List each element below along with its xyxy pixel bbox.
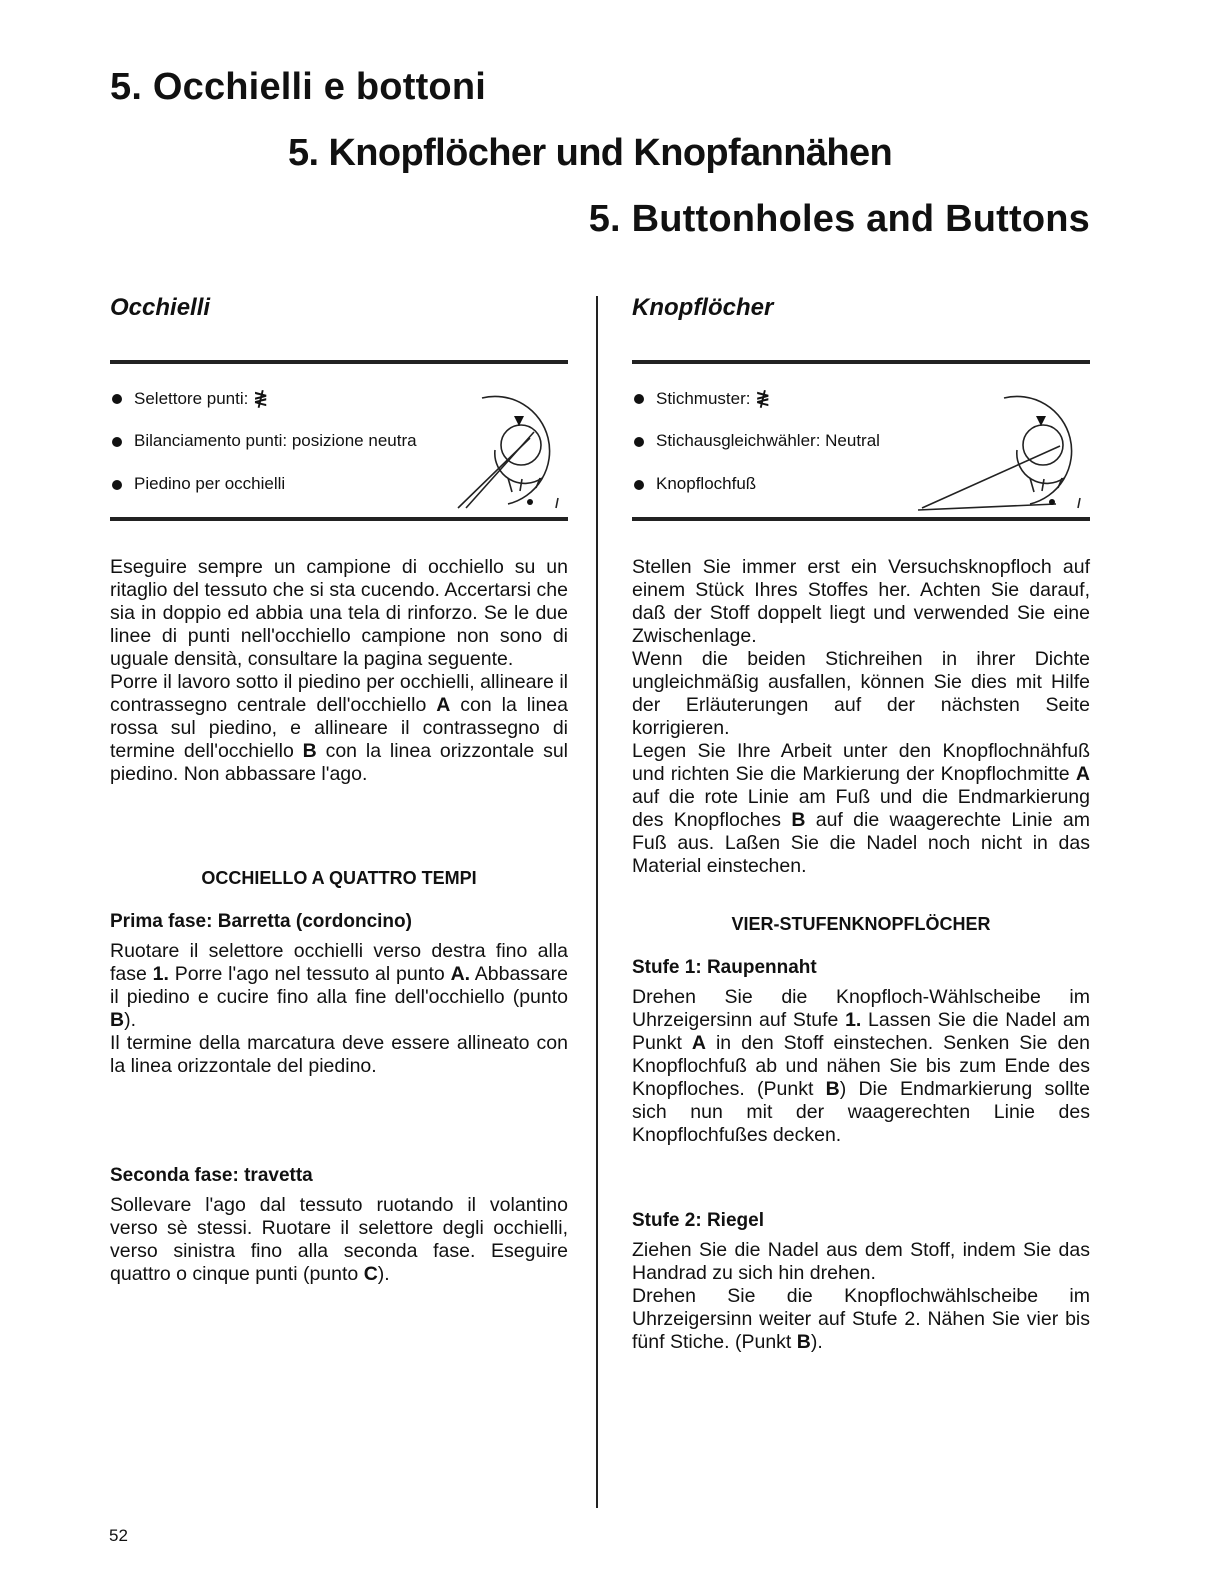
- intro-text-1: Eseguire sempre un campione di occhiello su un ritaglio del tessuto che si sta cucendo. Accertarsi che sia in doppio ed abbia una tela di rinforzo. Se le due linee di punti nell'occhiello campione non sono di uguale densità, consultare la pagina seguente.: [110, 556, 568, 670]
- intro-text-1: Stellen Sie immer erst ein Versuchsknopfloch auf einem Stück Ihres Stoffes her. Achten Sie darauf, daß der Stoff doppelt liegt und verwended Sie eine Zwischenlage.: [632, 556, 1090, 647]
- point-a-label: A: [1075, 763, 1090, 785]
- settings-rule-bottom: [632, 517, 1090, 521]
- step2-title: Stufe 2: Riegel: [632, 1210, 764, 1231]
- setting-label: Stichmuster:: [656, 389, 751, 408]
- step1-text-part: Ruotare il selettore occhielli verso destra fino alla fase: [110, 940, 568, 985]
- step2-text: [110, 1194, 568, 1286]
- balance-dial-icon: [632, 358, 1092, 522]
- step1-text-part: in den Stoff einstechen. Senken Sie den Knopflochfuß ab und nähen Sie bis zum Ende des Knopfloches. (Punkt: [632, 1032, 1090, 1100]
- point-a-label: A.: [450, 963, 471, 985]
- step-number: 1.: [152, 963, 169, 985]
- intro-text-4: auf die rote Linie am Fuß und die Endmarkierung des Knopfloches: [632, 786, 1090, 831]
- column-italian: [110, 290, 568, 1286]
- intro-text-5: auf die waagerechte Linie am Fuß aus. Laßen Sie die Nadel noch nicht in das Material einstechen.: [632, 809, 1090, 877]
- settings-box-german: [632, 358, 1090, 522]
- step2-text-part: Ziehen Sie die Nadel aus dem Stoff, indem Sie das Handrad zu sich hin drehen.: [632, 1239, 1090, 1284]
- point-b-label: B: [796, 1331, 811, 1353]
- column-divider: [596, 296, 598, 1508]
- step2-text: [632, 1239, 1090, 1354]
- step1-title: Stufe 1: Raupennaht: [632, 957, 817, 978]
- step1-text: [110, 940, 568, 1078]
- section-heading-occhielli: Occhielli: [110, 294, 211, 321]
- setting-label: Stichausgleichwähler: Neutral: [656, 431, 880, 450]
- stitch-symbol-icon: ≹: [253, 388, 269, 408]
- settings-box-italian: [110, 358, 568, 522]
- step2-title: Seconda fase: travetta: [110, 1165, 313, 1186]
- step1-text-part: Abbassare il piedino e cucire fino alla fine dell'occhiello (punto: [110, 963, 568, 1008]
- stitch-symbol-icon: ≹: [755, 388, 771, 408]
- point-a-label: A: [436, 694, 451, 716]
- setting-label: Selettore punti:: [134, 389, 249, 408]
- step1-text-part: Il termine della marcatura deve essere allineato con la linea orizzontale del piedino.: [110, 1032, 568, 1077]
- intro-paragraph: [632, 556, 1090, 878]
- section-heading-knopfloecher: Knopflöcher: [632, 294, 774, 321]
- intro-text-3: con la linea rossa sul piedino, e allineare il contrassegno di termine dell'occhiello: [110, 694, 568, 762]
- settings-rule-bottom: [110, 517, 568, 521]
- point-b-label: B: [791, 809, 806, 831]
- balance-dial-icon: [110, 358, 570, 522]
- setting-label: Bilanciamento punti: posizione neutra: [134, 431, 417, 450]
- step2-text-part: ).: [377, 1263, 390, 1285]
- step2-text-part: ).: [810, 1331, 823, 1353]
- four-step-title: VIER-STUFENKNOPFLÖCHER: [731, 914, 991, 934]
- point-a-label: A: [691, 1032, 706, 1054]
- column-german: [632, 290, 1090, 1354]
- point-b-label: B: [825, 1078, 840, 1100]
- intro-paragraph: [110, 556, 568, 786]
- step1-text-part: ).: [124, 1009, 137, 1031]
- step2-text-part: Sollevare l'ago dal tessuto ruotando il volantino verso sè stessi. Ruotare il selettore degli occhielli, verso sinistra fino alla seconda fase. Eseguire quattro o cinque punti (punto: [110, 1194, 568, 1285]
- title-english: 5. Buttonholes and Buttons: [588, 198, 1090, 240]
- intro-text-3: Legen Sie Ihre Arbeit unter den Knopflochnähfuß und richten Sie die Markierung der Knopflochmitte: [632, 740, 1090, 785]
- point-b-label: B: [110, 1009, 125, 1031]
- page-number: 52: [109, 1526, 128, 1545]
- intro-text-4: con la linea orizzontale sul piedino. Non abbassare l'ago.: [110, 740, 568, 785]
- step2-text-part: Drehen Sie die Knopflochwählscheibe im Uhrzeigersinn weiter auf Stufe 2. Nähen Sie vier bis fünf Stiche. (Punkt: [632, 1285, 1090, 1353]
- title-italian: 5. Occhielli e bottoni: [110, 66, 487, 108]
- four-step-title: OCCHIELLO A QUATTRO TEMPI: [201, 868, 477, 888]
- step1-title: Prima fase: Barretta (cordoncino): [110, 911, 412, 932]
- point-c-label: C: [363, 1263, 378, 1285]
- step1-text-part: Drehen Sie die Knopfloch-Wählscheibe im Uhrzeigersinn auf Stufe: [632, 986, 1090, 1031]
- step1-text-part: Porre l'ago nel tessuto al punto: [168, 963, 451, 985]
- step1-text-part: Lassen Sie die Nadel am Punkt: [632, 1009, 1091, 1054]
- setting-label: Knopflochfuß: [656, 474, 757, 493]
- step-number: 1.: [845, 1009, 862, 1031]
- setting-label: Piedino per occhielli: [134, 474, 286, 493]
- intro-text-2: Wenn die beiden Stichreihen in ihrer Dichte ungleichmäßig ausfallen, können Sie dies mit Hilfe der Erläuterungen auf der nächsten Seite korrigieren.: [632, 648, 1090, 739]
- title-german: 5. Knopflöcher und Knopfannähen: [288, 132, 893, 174]
- point-b-label: B: [302, 740, 317, 762]
- step1-text: [632, 986, 1090, 1147]
- step1-text-part: ) Die Endmarkierung sollte sich nun mit der waagerechten Linie des Knopflochfußes decken.: [632, 1078, 1091, 1146]
- intro-text-2: Porre il lavoro sotto il piedino per occhielli, allineare il contrassegno centrale dell'occhiello: [110, 671, 568, 716]
